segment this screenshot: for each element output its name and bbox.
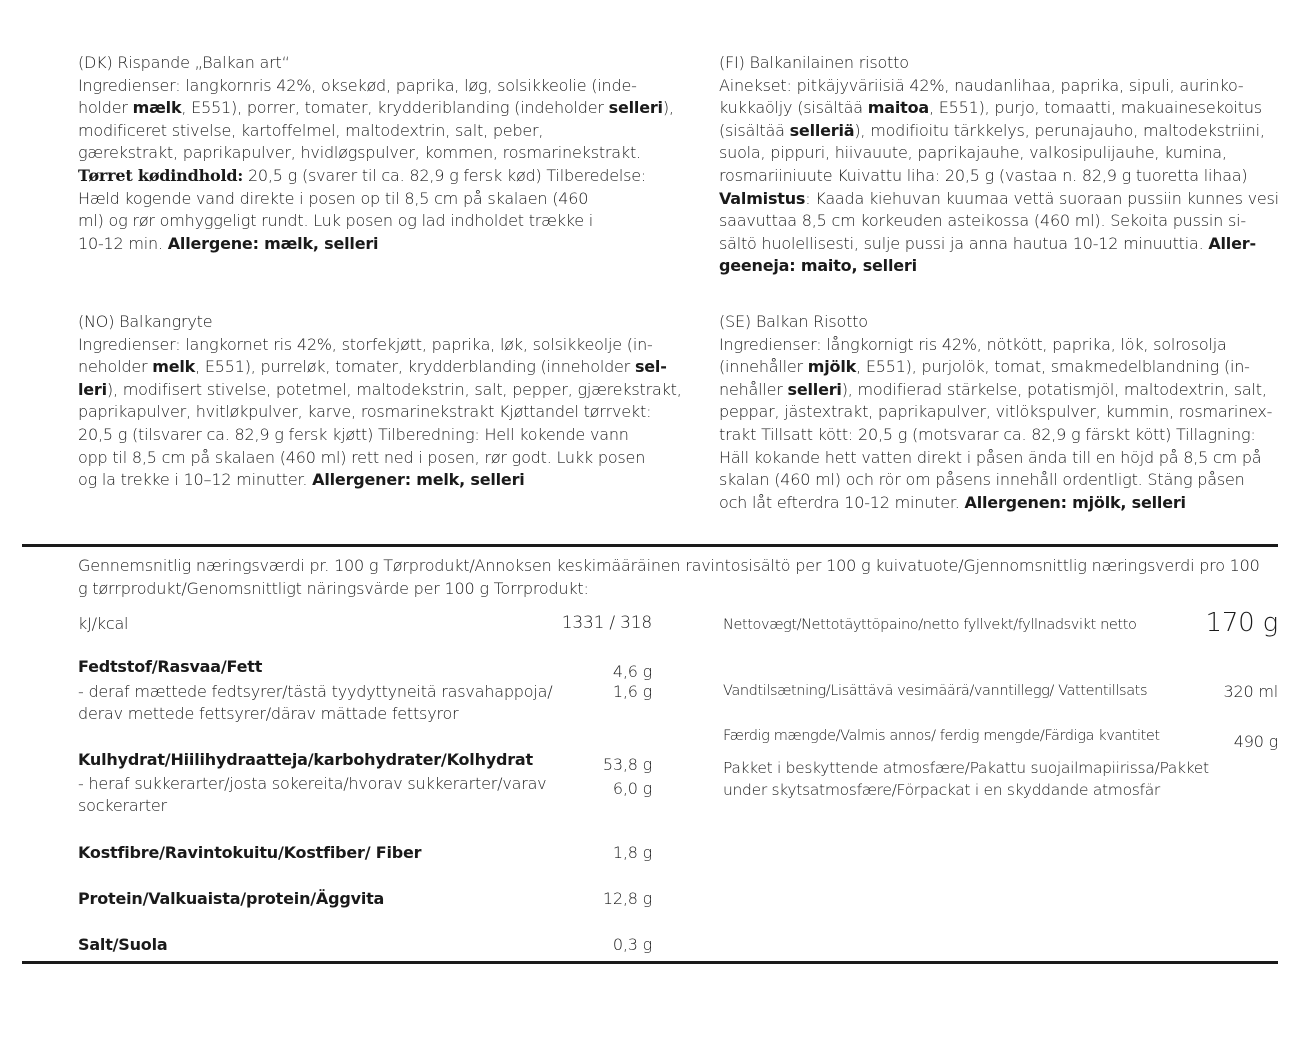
salt-value: 0,3 g — [612, 935, 652, 954]
packaging-line-2: under skytsatmosfære/Förpackat i en skyddande atmosfär — [723, 781, 1160, 799]
text-line: Hæld kogende vand direkte i posen op til 8,5 cm på skalaen (460 — [78, 188, 589, 208]
text-line: trakt Tillsatt kött: 20,5 g (motsvarar ca. 82,9 g färskt kött) Tillagning: — [719, 424, 1256, 444]
text-line: skalan (460 ml) och rör om påsens innehåll ordentligt. Stäng påsen — [719, 470, 1245, 490]
text-line: Ingredienser: langkornris 42%, oksekød, paprika, løg, solsikkeolie (inde- — [78, 75, 637, 95]
text-line: ml) og rør omhyggeligt rundt. Luk posen og lad indholdet trække i — [78, 211, 594, 231]
text-line: modificeret stivelse, kartoffelmel, maltodextrin, salt, peber, — [78, 120, 544, 140]
protein-label: Protein/Valkuaista/protein/Äggvita — [78, 889, 385, 908]
text-line: opp til 8,5 cm på skalaen (460 ml) rett ned i posen, rør godt. Lukk posen — [78, 447, 646, 467]
bold-text: sel- — [634, 357, 667, 377]
bold-text: Allergene: mælk, selleri — [167, 233, 379, 253]
text-line: holder mælk, E551), porrer, tomater, krydderiblanding (indeholder selleri), — [78, 98, 674, 118]
bold-text: mælk — [132, 98, 182, 118]
carbs-value: 53,8 g — [602, 755, 652, 774]
bold-text: selleri — [787, 379, 842, 399]
text-line: saavuttaa 8,5 cm korkeuden asteikossa (460 ml). Sekoita pussin si- — [719, 211, 1246, 231]
text-line: 10-12 min. Allergene: mælk, selleri — [78, 233, 379, 253]
salt-label: Salt/Suola — [78, 935, 168, 954]
text-line: (SE) Balkan Risotto — [719, 312, 868, 331]
text-line: nehåller selleri), modifierad stärkelse, potatismjöl, maltodextrin, salt, — [719, 379, 1267, 399]
bold-text: mjölk — [807, 357, 857, 377]
saturates-value: 1,6 g — [612, 682, 652, 701]
text-line: och låt efterdra 10-12 minuter. Allergenen: mjölk, selleri — [719, 492, 1186, 512]
fat-label: Fedtstof/Rasvaa/Fett — [78, 657, 263, 676]
bold-text: maitoa — [867, 98, 929, 118]
text-line: rosmariiniuute Kuivattu liha: 20,5 g (vastaa n. 82,9 g tuoretta lihaa) — [719, 165, 1248, 185]
bold-text: Aller- — [1208, 233, 1256, 253]
saturates-label-1: - deraf mættede fedtsyrer/tästä tyydyttyneitä rasvahappoja/ — [78, 682, 553, 701]
bold-text: geeneja: maito, selleri — [719, 256, 917, 276]
packaging-line-1: Pakket i beskyttende atmosfære/Pakattu suojailmapiirissa/Pakket — [723, 759, 1209, 777]
divider-bottom — [22, 961, 1278, 964]
text-line: Tørret kødindhold: 20,5 g (svarer til ca. 82,9 g fersk kød) Tilberedelse: — [78, 165, 647, 185]
text-line: og la trekke i 10–12 minutter. Allergener: melk, selleri — [78, 470, 525, 490]
text-block-se — [719, 311, 1272, 514]
text-line: (innehåller mjölk, E551), purjolök, tomat, smakmedelblandning (in- — [719, 357, 1250, 377]
fat-value: 4,6 g — [612, 662, 652, 681]
bold-serif-text: Tørret kødindhold: — [78, 165, 244, 185]
text-line: (DK) Rispande „Balkan art“ — [78, 53, 290, 72]
text-line: Ingredienser: långkornigt ris 42%, nötkött, paprika, lök, solrosolja — [719, 334, 1227, 354]
text-line: Ingredienser: langkornet ris 42%, storfekjøtt, paprika, løk, solsikkeolje (in- — [78, 334, 653, 354]
water-label: Vandtilsætning/Lisättävä vesimäärä/vanntillegg/ Vattentillsats — [723, 683, 1148, 699]
text-line: sältö huolellisesti, sulje pussi ja anna hautua 10-12 minuuttia. Aller- — [719, 233, 1256, 253]
text-line: (NO) Balkangryte — [78, 312, 213, 331]
text-line: neholder melk, E551), purreløk, tomater, krydderblanding (inneholder sel- — [78, 357, 667, 377]
text-line: paprikapulver, hvitløkpulver, karve, rosmarinekstrakt Kjøttandel tørrvekt: — [78, 402, 652, 422]
fibre-value: 1,8 g — [612, 843, 652, 862]
text-line: peppar, jästextrakt, paprikapulver, vitlökspulver, kummin, rosmarinex- — [719, 402, 1273, 422]
text-line: leri), modifisert stivelse, potetmel, maltodekstrin, salt, pepper, gjærekstrakt, — [78, 379, 682, 399]
energy-label: kJ/kcal — [78, 614, 129, 633]
divider-top — [22, 544, 1278, 547]
text-line: kukkaöljy (sisältää maitoa, E551), purjo, tomaatti, makuainesekoitus — [719, 98, 1262, 118]
text-line: Valmistus: Kaada kiehuvan kuumaa vettä suoraan pussiin kunnes vesi — [719, 188, 1279, 208]
nutrition-intro: Gennemsnitlig næringsværdi pr. 100 g Tørprodukt/Annoksen keskimääräinen ravintosisältö per 100 g kuivatuote/Gjennomsnittlig næringsverdi pro 100 g tørrprodukt/Genomsnittligt näringsvärde per 100 g Torrprodukt: — [78, 556, 1260, 598]
protein-value: 12,8 g — [602, 889, 652, 908]
text-line: Häll kokande hett vatten direkt i påsen ända till en höjd på 8,5 cm på — [719, 447, 1262, 467]
energy-value: 1331 / 318 — [561, 613, 652, 633]
text-line: gærekstrakt, paprikapulver, hvidløgspulver, kommen, rosmarinekstrakt. — [78, 143, 641, 163]
ready-amount-value: 490 g — [1233, 732, 1278, 751]
text-block-fi — [719, 52, 1279, 278]
net-weight-value: 170 g — [1205, 608, 1278, 638]
text-line: (sisältää selleriä), modifioitu tärkkelys, perunajauho, maltodekstriini, — [719, 120, 1265, 140]
bold-text: melk — [152, 357, 196, 377]
text-block-dk — [78, 52, 674, 255]
text-line — [719, 255, 1279, 278]
sugars-label-2: sockerarter — [78, 796, 167, 815]
text-line: 20,5 g (tilsvarer ca. 82,9 g fersk kjøtt) Tilberedning: Hell kokende vann — [78, 424, 629, 444]
bold-text: selleri — [608, 98, 663, 118]
bold-text: Allergener: melk, selleri — [312, 470, 525, 490]
saturates-label-2: derav mettede fettsyrer/därav mättade fettsyror — [78, 704, 459, 723]
fibre-label: Kostfibre/Ravintokuitu/Kostfiber/ Fiber — [78, 843, 422, 862]
text-block-no — [78, 311, 682, 492]
bold-text: Valmistus — [719, 188, 806, 208]
bold-text: Allergenen: mjölk, selleri — [964, 492, 1186, 512]
ready-amount-label: Færdig mængde/Valmis annos/ ferdig mengde/Färdiga kvantitet — [723, 728, 1160, 744]
carbs-label: Kulhydrat/Hiilihydraatteja/karbohydrater/Kolhydrat — [78, 750, 533, 769]
sugars-label-1: - heraf sukkerarter/josta sokereita/hvorav sukkerarter/varav — [78, 774, 547, 793]
text-line: suola, pippuri, hiivauute, paprikajauhe, valkosipulijauhe, kumina, — [719, 143, 1227, 163]
net-weight-label: Nettovægt/Nettotäyttöpaino/netto fyllvekt/fyllnadsvikt netto — [723, 617, 1137, 633]
text-line: Ainekset: pitkäjyväriisiä 42%, naudanlihaa, paprika, sipuli, aurinko- — [719, 75, 1244, 95]
bold-text: leri — [78, 379, 107, 399]
water-value: 320 ml — [1223, 682, 1278, 701]
sugars-value: 6,0 g — [612, 779, 652, 798]
text-line: (FI) Balkanilainen risotto — [719, 53, 909, 72]
bold-text: selleriä — [789, 120, 855, 140]
